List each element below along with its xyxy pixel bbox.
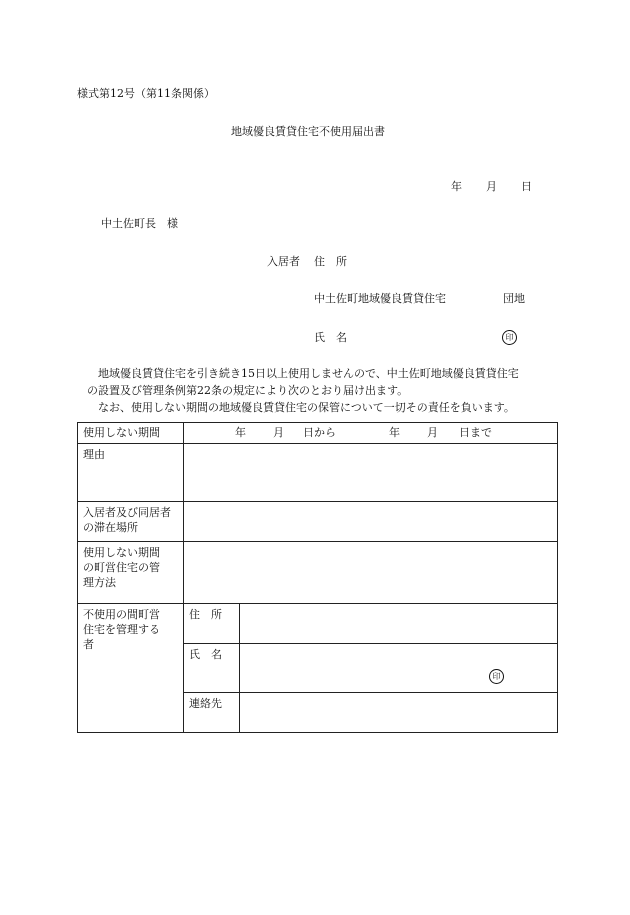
whereabouts-label-line-1: 入居者及び同居者	[83, 506, 171, 519]
period-label: 使用しない期間	[78, 423, 184, 444]
management-label-line-1: 使用しない期間	[83, 546, 160, 559]
whereabouts-label	[78, 502, 184, 542]
management-label-line-2: の町営住宅の管	[83, 561, 160, 574]
manager-label-line-2: 住宅を管理する	[83, 623, 160, 636]
seal-mark: 印	[502, 330, 517, 345]
management-label-line-3: 理方法	[83, 576, 116, 589]
period-from-day: 日から	[303, 426, 336, 439]
manager-contact-label: 連絡先	[184, 693, 240, 733]
body-line-1: 地域優良賃貸住宅を引き続き15日以上使用しませんので、中土佐町地域優良賃貸住宅	[98, 367, 519, 380]
whereabouts-label-line-2: の滞在場所	[83, 521, 138, 534]
reason-row	[78, 444, 558, 502]
period-to-year: 年	[389, 426, 400, 439]
reason-field[interactable]	[184, 444, 558, 502]
date-month: 月	[486, 180, 497, 193]
applicant-name-label: 氏 名	[314, 331, 347, 344]
manager-label-line-1: 不使用の間町営	[83, 608, 160, 621]
manager-label-line-3: 者	[83, 638, 94, 651]
manager-name-field[interactable]	[240, 644, 558, 693]
addressee: 中土佐町長 様	[101, 217, 178, 230]
whereabouts-row	[78, 502, 558, 542]
manager-address-row	[78, 604, 558, 644]
date-year: 年	[451, 180, 462, 193]
period-value[interactable]	[184, 423, 558, 444]
housing-name: 中土佐町地域優良賃貸住宅	[314, 292, 446, 305]
date-day: 日	[521, 180, 532, 193]
manager-address-field[interactable]	[240, 604, 558, 644]
management-label	[78, 542, 184, 604]
period-from-month: 月	[273, 426, 284, 439]
whereabouts-field[interactable]	[184, 502, 558, 542]
danchi-label: 団地	[503, 292, 525, 305]
document-title: 地域優良賃貸住宅不使用届出書	[231, 125, 385, 138]
management-row	[78, 542, 558, 604]
body-line-2: の設置及び管理条例第22条の規定により次のとおり届け出ます。	[87, 384, 409, 397]
form-number: 様式第12号（第11条関係）	[77, 87, 215, 100]
reason-label: 理由	[78, 444, 184, 502]
notification-table	[77, 422, 558, 733]
period-from-year: 年	[235, 426, 246, 439]
body-text	[76, 365, 561, 416]
body-line-3: なお、使用しない期間の地域優良賃貸住宅の保管について一切その責任を負います。	[98, 401, 515, 414]
manager-address-label: 住 所	[184, 604, 240, 644]
period-to-month: 月	[427, 426, 438, 439]
management-field[interactable]	[184, 542, 558, 604]
period-row	[78, 423, 558, 444]
manager-contact-field[interactable]	[240, 693, 558, 733]
manager-label	[78, 604, 184, 733]
applicant-address-label: 住 所	[314, 255, 347, 268]
applicant-label: 入居者	[267, 255, 300, 268]
manager-name-label: 氏 名	[184, 644, 240, 693]
period-to-day: 日まで	[459, 426, 492, 439]
manager-seal-mark: 印	[489, 669, 504, 684]
